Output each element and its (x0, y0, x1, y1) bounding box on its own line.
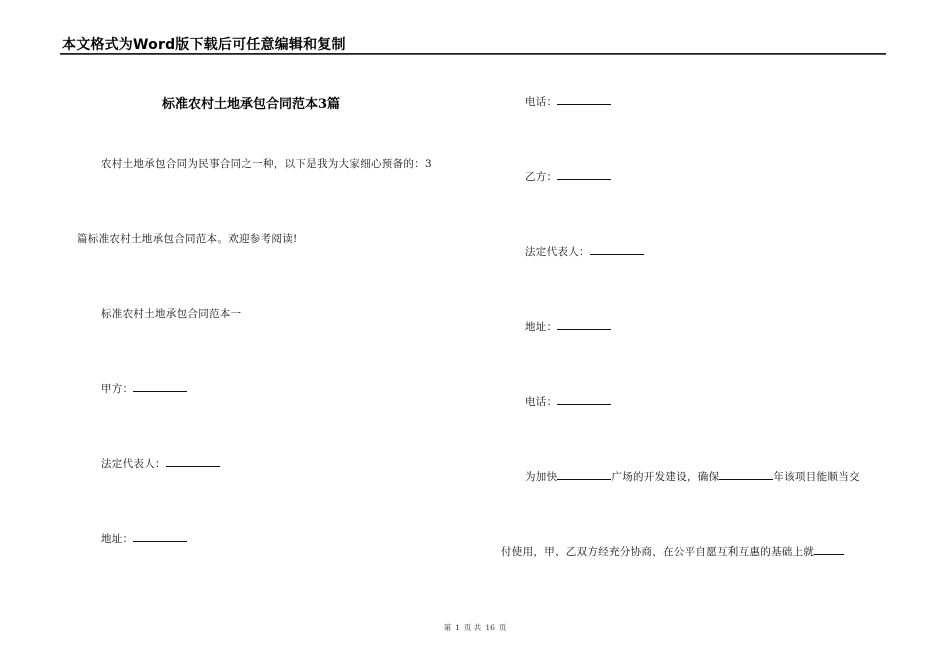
phone-b-label: 电话： (525, 396, 558, 408)
party-b-label: 乙方： (525, 171, 558, 183)
phone-a-label: 电话： (525, 96, 558, 108)
phone-a-line (525, 94, 611, 109)
legal-rep-b-label: 法定代表人： (525, 246, 590, 258)
address-b-line (525, 319, 611, 334)
legal-rep-a-blank (166, 456, 220, 467)
address-a-blank (133, 531, 187, 542)
section-heading: 标准农村土地承包合同范本一 (101, 308, 242, 320)
paragraph-line-1 (525, 469, 860, 484)
page-label-suffix: 页 (498, 623, 507, 632)
subject-blank (814, 544, 844, 555)
phone-a-blank (557, 94, 611, 105)
square-name-blank (557, 469, 611, 480)
phone-b-line (525, 394, 611, 409)
legal-rep-b-blank (590, 244, 644, 255)
paragraph-line-1-part-b: 广场的开发建设，确保 (611, 471, 720, 483)
document-title: 标准农村土地承包合同范本3篇 (162, 97, 341, 112)
party-a-label: 甲方： (101, 383, 134, 395)
phone-b-blank (557, 394, 611, 405)
address-b-blank (557, 319, 611, 330)
page-current: 1 (455, 623, 460, 632)
address-a-line (101, 531, 187, 546)
paragraph-line-1-part-c: 年该项目能顺当交 (773, 471, 860, 483)
address-b-label: 地址： (525, 321, 558, 333)
intro-line-1: 农村土地承包合同为民事合同之一种，以下是我为大家细心预备的：3 (101, 158, 432, 170)
paragraph-line-2 (501, 544, 844, 559)
party-b-line (525, 169, 611, 184)
legal-rep-a-line (101, 456, 220, 471)
year-blank (719, 469, 773, 480)
page-label-mid: 页 共 (463, 623, 482, 632)
page-label-prefix: 第 (443, 623, 452, 632)
page-total: 16 (485, 623, 495, 632)
party-b-blank (557, 169, 611, 180)
header-divider (60, 53, 886, 55)
page-footer (0, 622, 950, 633)
party-a-line (101, 381, 187, 396)
paragraph-line-2-text: 付使用，甲、乙双方经充分协商，在公平自愿互利互惠的基础上就 (501, 546, 815, 558)
address-a-label: 地址： (101, 533, 134, 545)
legal-rep-b-line (525, 244, 644, 259)
intro-line-2: 篇标准农村土地承包合同范本。欢迎参考阅读! (77, 233, 298, 245)
paragraph-line-1-part-a: 为加快 (525, 471, 558, 483)
legal-rep-a-label: 法定代表人： (101, 458, 166, 470)
header-title: 本文格式为Word版下载后可任意编辑和复制 (62, 37, 346, 53)
party-a-blank (133, 381, 187, 392)
